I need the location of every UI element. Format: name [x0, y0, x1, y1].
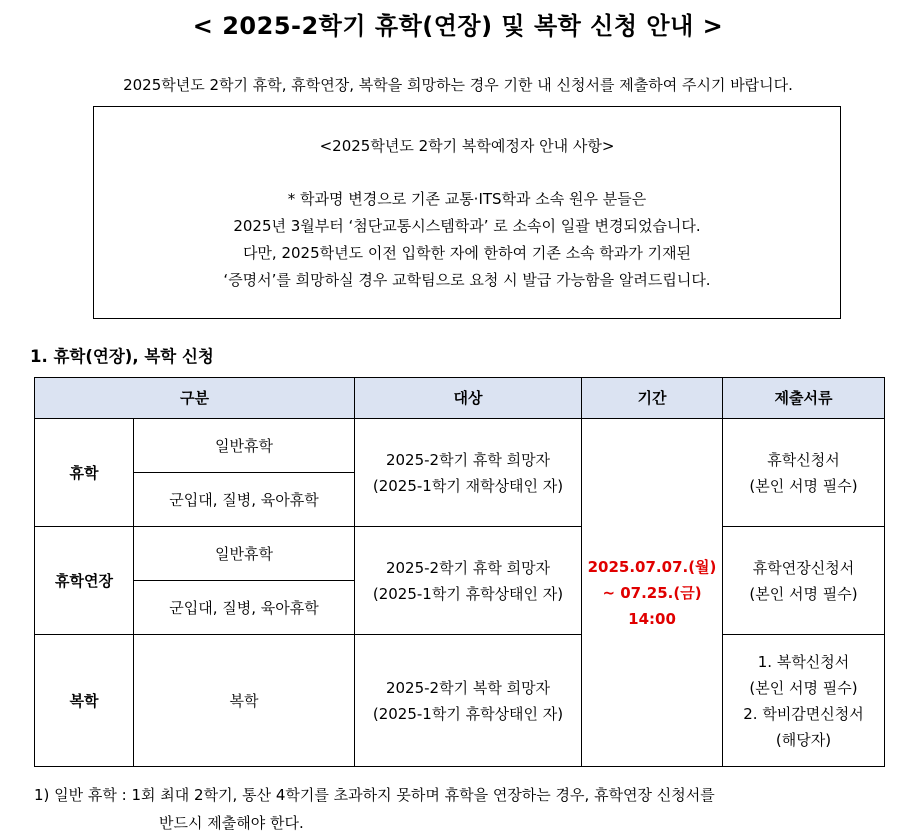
target-line: (2025-1학기 재학상태인 자): [372, 476, 564, 495]
document-line: 휴학신청서: [767, 450, 840, 469]
notice-box: [93, 106, 841, 319]
document-line: 1. 복학신청서: [757, 652, 850, 671]
documents-cell: [723, 635, 885, 767]
target-line: (2025-1학기 휴학상태인 자): [372, 584, 564, 603]
notice-line: ‘증명서’를 희망하실 경우 교학팀으로 요청 시 발급 가능함을 알려드립니다.: [223, 271, 711, 289]
target-line: (2025-1학기 휴학상태인 자): [372, 704, 564, 723]
subtype-cell: 복학: [134, 635, 355, 767]
table-row: [35, 527, 885, 581]
row-label-return: 복학: [35, 635, 134, 767]
document-line: (본인 서명 필수): [749, 476, 858, 495]
target-line: 2025-2학기 복학 희망자: [385, 678, 551, 697]
document-line: 휴학연장신청서: [752, 558, 855, 577]
subtype-cell: 일반휴학: [134, 527, 355, 581]
table-row: [35, 635, 885, 701]
period-start: 2025.07.07.(월): [587, 557, 717, 576]
subtype-cell: 일반휴학: [134, 419, 355, 473]
footnote: [34, 781, 715, 837]
period-cell: [582, 419, 723, 767]
target-cell: [355, 635, 582, 767]
footnote-line: 반드시 제출해야 한다.: [159, 814, 304, 832]
section-title: 1. 휴학(연장), 복학 신청: [30, 347, 214, 366]
document-line: (본인 서명 필수): [749, 678, 858, 697]
period-time: 14:00: [628, 609, 676, 628]
application-table: [34, 377, 885, 767]
footnote-line: 1) 일반 휴학 : 1회 최대 2학기, 통산 4학기를 초과하지 못하며 휴학을 연장하는 경우, 휴학연장 신청서를: [34, 786, 715, 804]
row-label-leave: 휴학: [35, 419, 134, 527]
notice-title: <2025학년도 2학기 복학예정자 안내 사항>: [319, 137, 615, 155]
target-cell: [355, 419, 582, 527]
document-line: 2. 학비감면신청서: [743, 704, 864, 723]
document-line: (해당자): [775, 730, 832, 749]
documents-cell: [723, 419, 885, 527]
header-target: 대상: [355, 378, 582, 419]
header-documents: 제출서류: [723, 378, 885, 419]
header-period: 기간: [582, 378, 723, 419]
subtype-cell: 군입대, 질병, 육아휴학: [134, 581, 355, 635]
header-category: 구분: [35, 378, 355, 419]
target-line: 2025-2학기 휴학 희망자: [385, 558, 551, 577]
target-line: 2025-2학기 휴학 희망자: [385, 450, 551, 469]
period-end: ~ 07.25.(금): [602, 583, 702, 602]
document-line: (본인 서명 필수): [749, 584, 858, 603]
notice-line: 2025년 3월부터 ‘첨단교통시스템학과’ 로 소속이 일괄 변경되었습니다.: [233, 217, 701, 235]
page-title: < 2025-2학기 휴학(연장) 및 복학 신청 안내 >: [192, 12, 724, 40]
row-label-extension: 휴학연장: [35, 527, 134, 635]
table-header-row: [35, 378, 885, 419]
table-row: [35, 419, 885, 473]
target-cell: [355, 527, 582, 635]
documents-cell: [723, 527, 885, 635]
subtype-cell: 군입대, 질병, 육아휴학: [134, 473, 355, 527]
notice-line: * 학과명 변경으로 기존 교통·ITS학과 소속 원우 분들은: [287, 190, 647, 208]
notice-line: 다만, 2025학년도 이전 입학한 자에 한하여 기존 소속 학과가 기재된: [242, 244, 692, 262]
intro-text: 2025학년도 2학기 휴학, 휴학연장, 복학을 희망하는 경우 기한 내 신청서를 제출하여 주시기 바랍니다.: [123, 76, 793, 94]
